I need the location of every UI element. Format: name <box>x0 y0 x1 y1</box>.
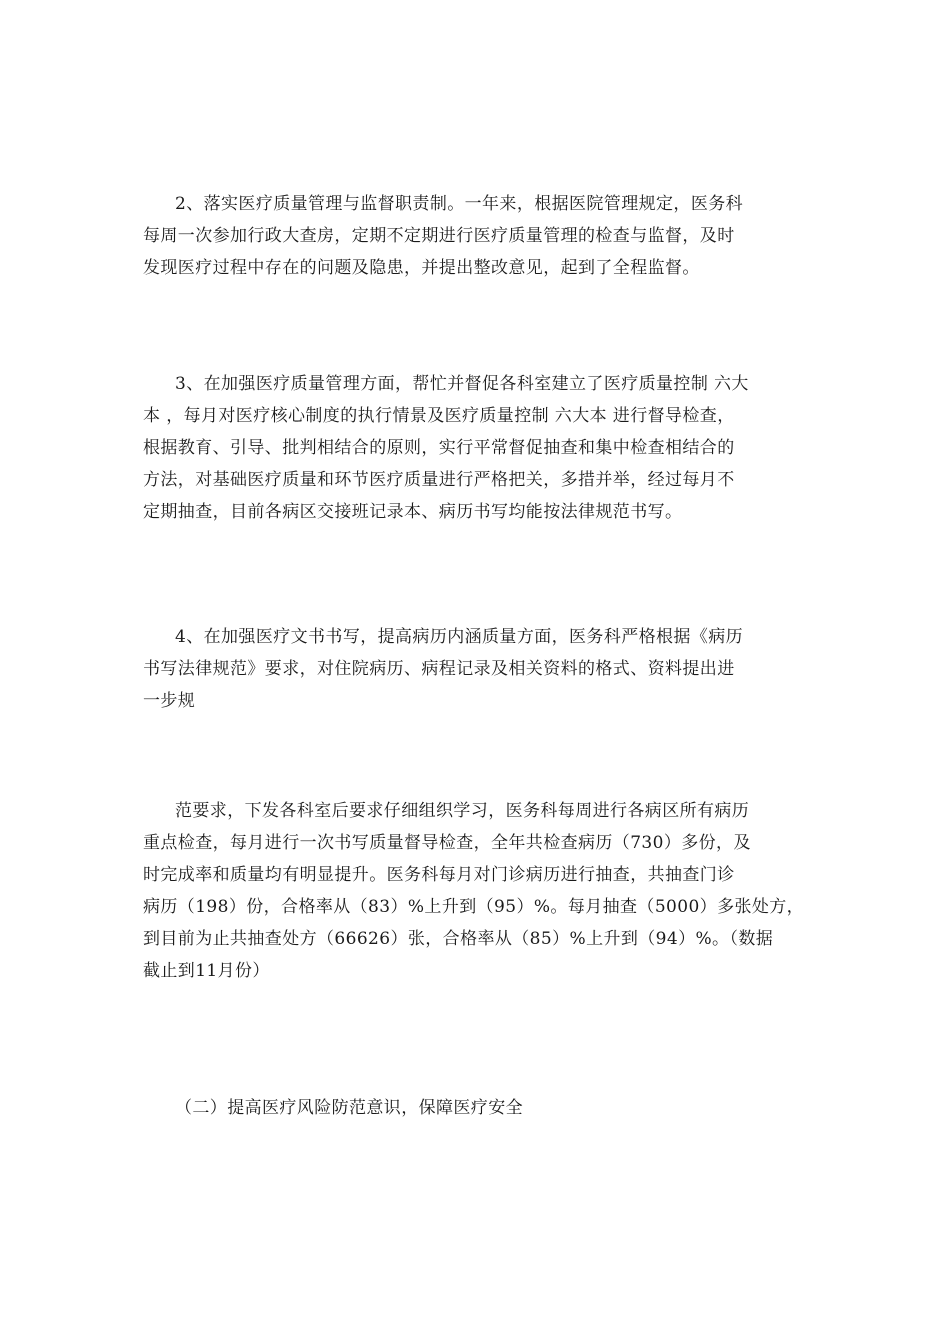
text-line: 一步规 <box>143 691 196 711</box>
text-line: 定期抽查，目前各病区交接班记录本、病历书写均能按法律规范书写。 <box>143 502 683 522</box>
text-line: 2、落实医疗质量管理与监督职责制。一年来，根据医院管理规定，医务科 <box>175 194 744 214</box>
paragraph-4-medical-documents <box>143 621 823 717</box>
text-line: 4、在加强医疗文书书写，提高病历内涵质量方面，医务科严格根据《病历 <box>175 627 744 647</box>
paragraph-inspection-statistics <box>143 795 823 987</box>
text-line: 范要求，下发各科室后要求仔细组织学习，医务科每周进行各病区所有病历 <box>175 801 750 821</box>
text-line: 重点检查，每月进行一次书写质量督导检查，全年共检查病历（730）多份，及 <box>143 833 751 853</box>
text-line: 病历（198）份，合格率从（83）%上升到（95）%。每月抽查（5000）多张处方， <box>143 897 805 917</box>
text-line: 到目前为止共抽查处方（66626）张，合格率从（85）%上升到（94）%。（数据 <box>143 929 774 949</box>
text-line: 截止到11月份） <box>143 961 270 981</box>
text-line: 本 ，每月对医疗核心制度的执行情景及医疗质量控制 六大本 进行督导检查， <box>143 406 735 426</box>
text-line: 3、在加强医疗质量管理方面，帮忙并督促各科室建立了医疗质量控制 六大 <box>175 374 749 394</box>
text-line: 根据教育、引导、批判相结合的原则，实行平常督促抽查和集中检查相结合的 <box>143 438 735 458</box>
section-heading: （二）提高医疗风险防范意识，保障医疗安全 <box>175 1098 523 1118</box>
paragraph-2-quality-supervision <box>143 188 823 284</box>
text-line: 方法，对基础医疗质量和环节医疗质量进行严格把关，多措并举，经过每月不 <box>143 470 735 490</box>
paragraph-3-quality-control <box>143 368 823 528</box>
text-line: 发现医疗过程中存在的问题及隐患，并提出整改意见，起到了全程监督。 <box>143 258 700 278</box>
text-line: 每周一次参加行政大查房，定期不定期进行医疗质量管理的检查与监督，及时 <box>143 226 735 246</box>
section-heading-risk-prevention <box>143 1092 823 1124</box>
text-line: 时完成率和质量均有明显提升。医务科每月对门诊病历进行抽查，共抽查门诊 <box>143 865 735 885</box>
text-line: 书写法律规范》要求，对住院病历、病程记录及相关资料的格式、资料提出进 <box>143 659 735 679</box>
